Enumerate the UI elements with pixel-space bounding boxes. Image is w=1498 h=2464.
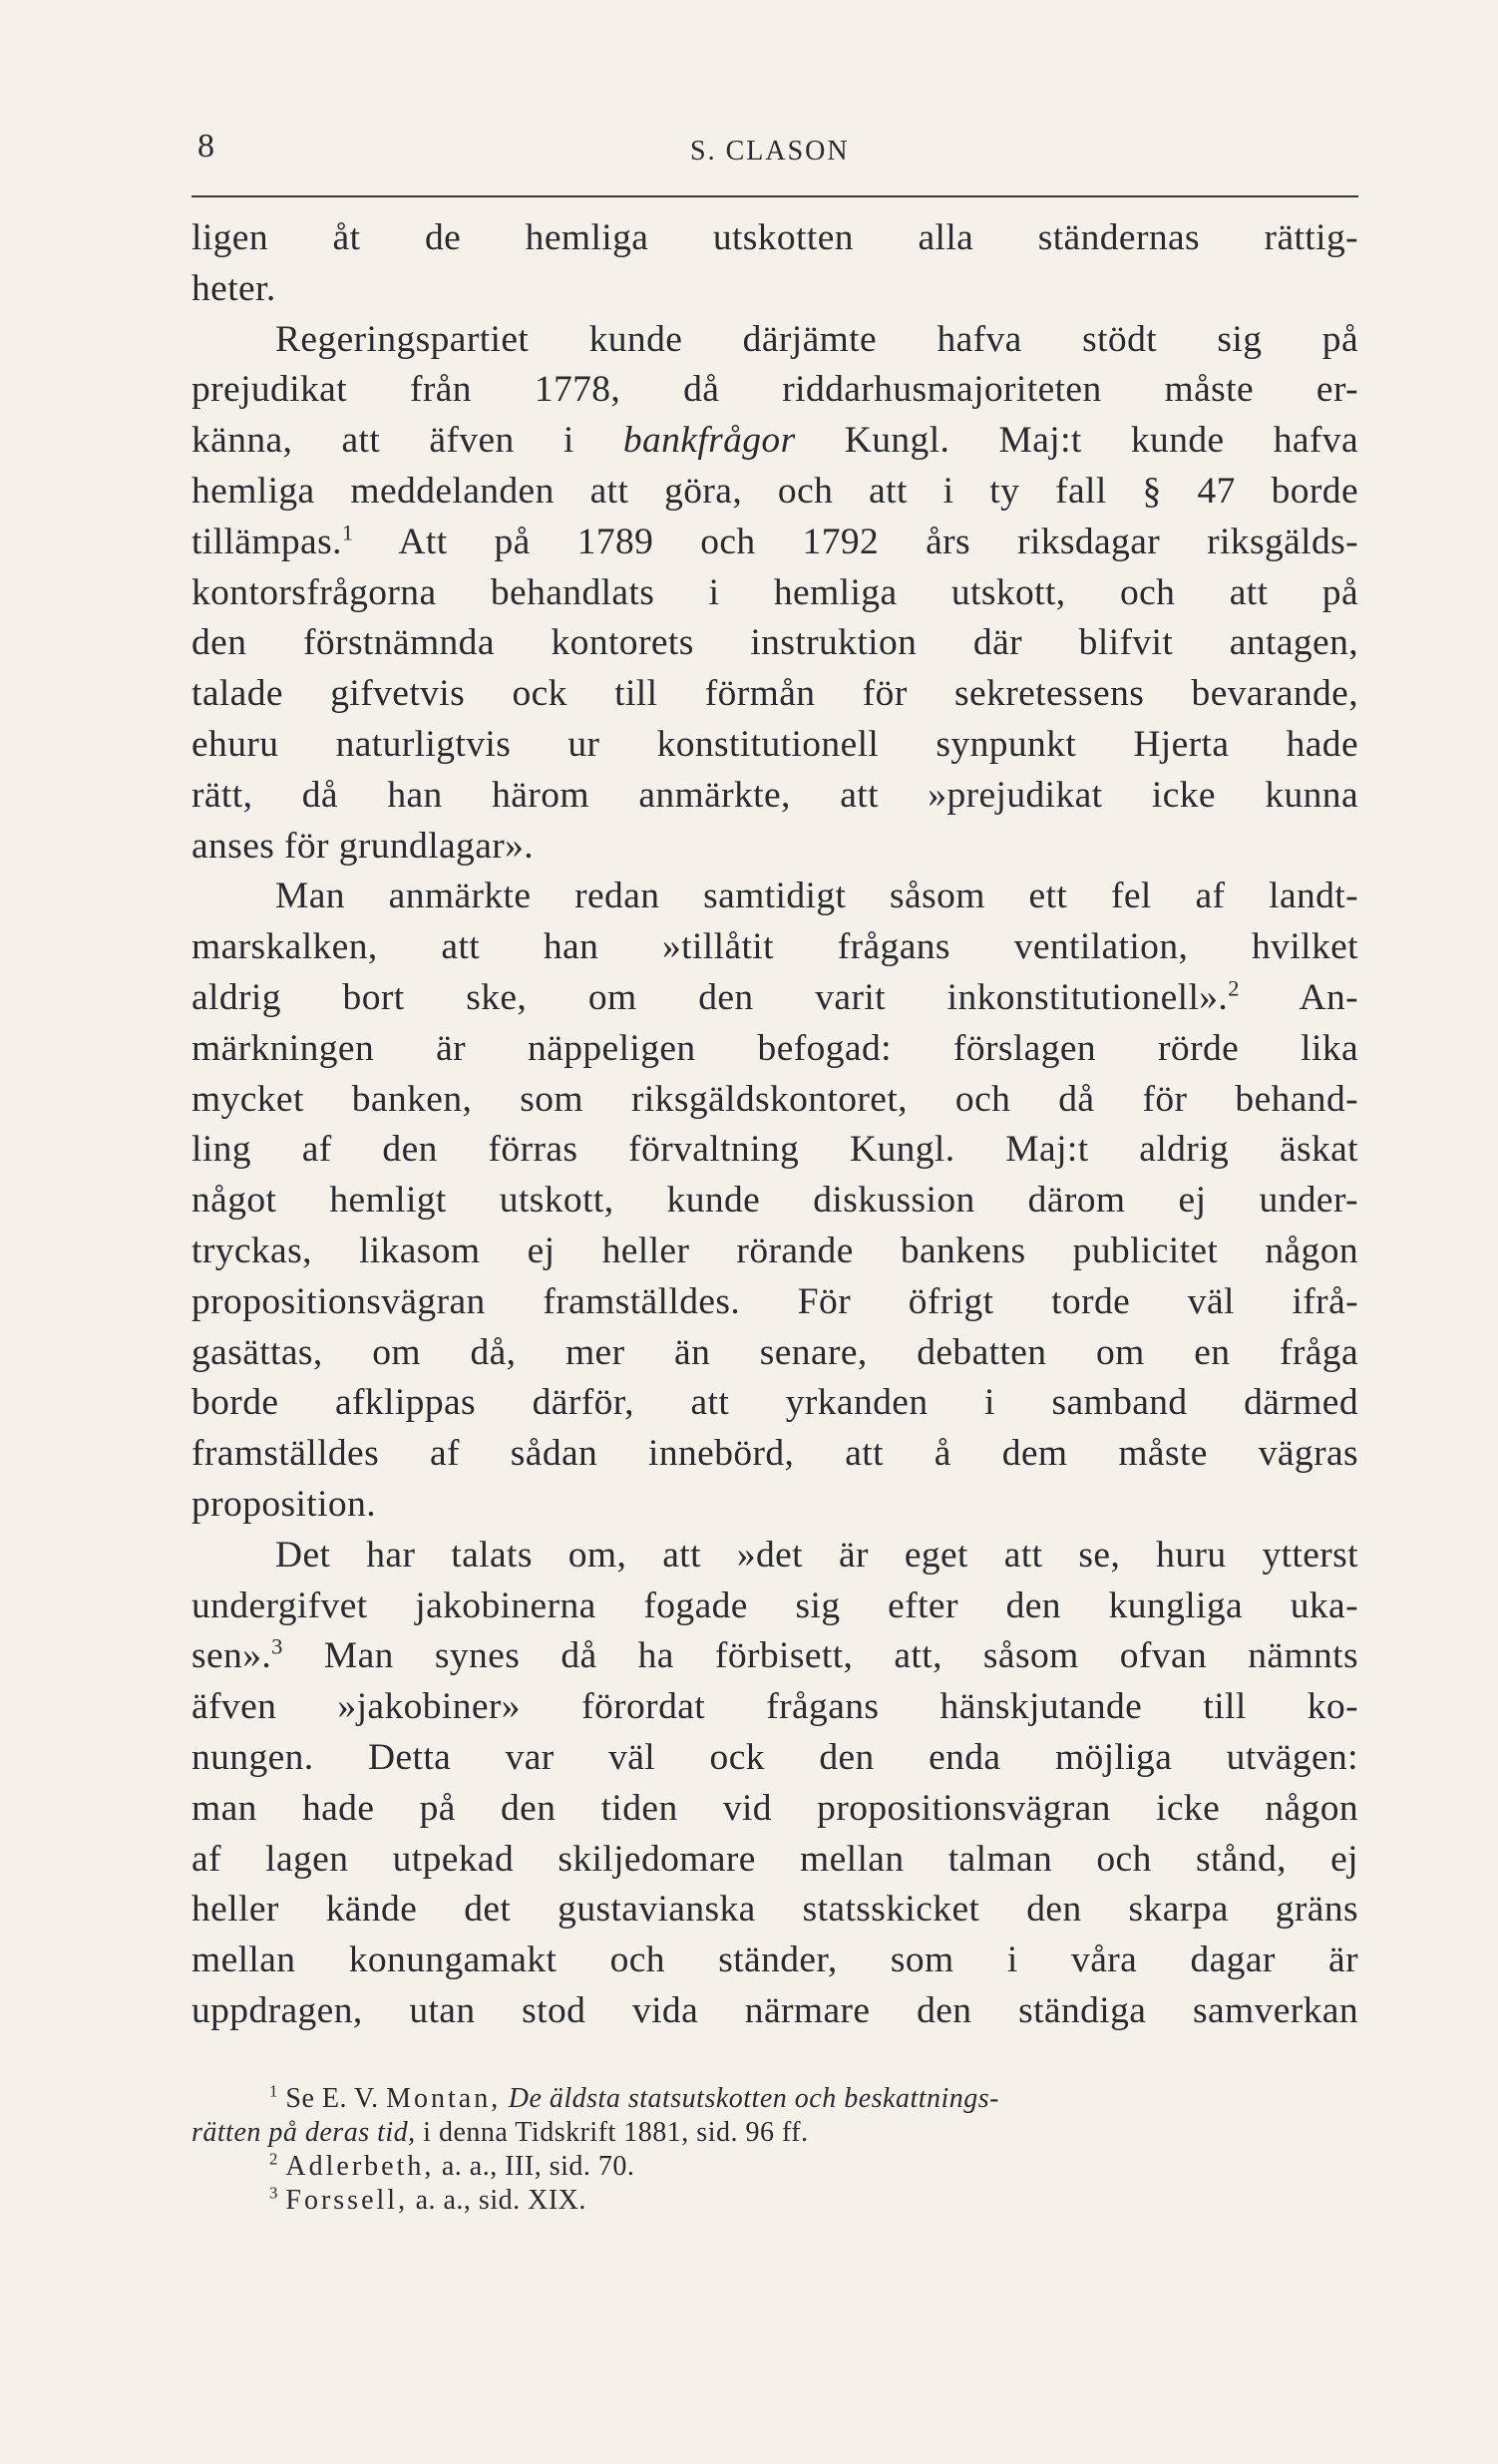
text-line: af lagen utpekad skiljedomare mellan talman och stånd, ej — [191, 1838, 1358, 1880]
text-line: marskalken, att han »tillåtit frågans ventilation, hvilket — [191, 926, 1358, 968]
paragraph-start: Man anmärkte redan samtidigt såsom ett fel af landt- — [275, 876, 1358, 917]
text-line: heter. — [191, 267, 276, 309]
text-line: kontorsfrågorna behandlats i hemliga utskott, och att på — [191, 571, 1358, 613]
paragraph-start: Det har talats om, att »det är eget att se, huru ytterst — [275, 1534, 1358, 1576]
text-line: aldrig bort ske, om den varit inkonstitutionell».$^2$ An- — [191, 975, 1358, 1018]
text-line: mycket banken, som riksgäldskontoret, och då för behand- — [191, 1078, 1358, 1120]
paragraph-start: Regeringspartiet kunde därjämte hafva stödt sig på — [275, 318, 1358, 360]
footnotes — [191, 2082, 1358, 2218]
page-header — [191, 128, 1358, 177]
text-line: talade gifvetvis ock till förmån för sekretessens bevarande, — [191, 673, 1358, 715]
footnote-2: $^2$ Adlerbeth, a. a., III, sid. 70. — [269, 2149, 635, 2182]
text-line: framställdes af sådan innebörd, att å dem måste vägras — [191, 1433, 1358, 1475]
text-line: gasättas, om då, mer än senare, debatten om en fråga — [191, 1331, 1358, 1373]
header-rule — [191, 195, 1358, 197]
footnote-1-cont: rätten på deras tid, i denna Tidskrift 1881, sid. 96 ff. — [191, 2117, 809, 2148]
text-line: känna, att äfven i bankfrågor Kungl. Maj:t kunde hafva — [191, 420, 1358, 462]
footnote-3: $^3$ Forssell, a. a., sid. XIX. — [269, 2183, 586, 2216]
body-text — [191, 213, 1358, 2037]
text-line: heller kände det gustavianska statsskicket den skarpa gräns — [191, 1889, 1358, 1931]
footnote-ref-2[interactable]: 2 — [1228, 975, 1240, 1001]
text-line: propositionsvägran framställdes. För öfrigt torde väl ifrå- — [191, 1280, 1358, 1322]
text-line: uppdragen, utan stod vida närmare den ständiga samverkan — [191, 1989, 1358, 2031]
text-line: tillämpas.$^1$ Att på 1789 och 1792 års riksdagar riksgälds- — [191, 520, 1358, 562]
text-line: tryckas, likasom ej heller rörande bankens publicitet någon — [191, 1230, 1358, 1271]
text-line: man hade på den tiden vid propositionsvägran icke någon — [191, 1787, 1358, 1829]
text-line: ehuru naturligtvis ur konstitutionell synpunkt Hjerta hade — [191, 723, 1358, 765]
footnote-ref-1[interactable]: 1 — [341, 520, 354, 545]
text-line: märkningen är näppeligen befogad: förslagen rörde lika — [191, 1027, 1358, 1069]
text-line: anses för grundlagar». — [191, 825, 535, 867]
text-line: nungen. Detta var väl ock den enda möjliga utvägen: — [191, 1736, 1358, 1778]
text-line: hemliga meddelanden att göra, och att i ty fall § 47 borde — [191, 470, 1358, 512]
text-line: rätt, då han härom anmärkte, att »prejudikat icke kunna — [191, 774, 1358, 816]
page-number: 8 — [197, 128, 214, 165]
text-line: mellan konungamakt och ständer, som i våra dagar är — [191, 1939, 1358, 1981]
running-head: S. CLASON — [690, 136, 850, 167]
text-line: något hemligt utskott, kunde diskussion därom ej under- — [191, 1180, 1358, 1222]
text-line: sen».$^3$ Man synes då ha förbisett, att, såsom ofvan nämnts — [191, 1633, 1358, 1677]
text-line: ligen åt de hemliga utskotten alla ständernas rättig- — [191, 217, 1358, 258]
text-line: den förstnämnda kontorets instruktion där blifvit antagen, — [191, 622, 1358, 664]
text-line: prejudikat från 1778, då riddarhusmajoriteten måste er- — [191, 369, 1358, 411]
italic-term: bankfrågor — [622, 420, 796, 462]
text-line: borde afklippas därför, att yrkanden i samband därmed — [191, 1382, 1358, 1424]
text-line: undergifvet jakobinerna fogade sig efter den kungliga uka- — [191, 1584, 1358, 1626]
text-line: äfven »jakobiner» förordat frågans hänskjutande till ko- — [191, 1686, 1358, 1728]
footnote-1: $^1$ Se E. V. Montan, De äldsta statsutskotten och beskattnings- — [269, 2081, 1000, 2114]
footnote-ref-3[interactable]: 3 — [271, 1633, 283, 1659]
text-line: ling af den förras förvaltning Kungl. Maj:t aldrig äskat — [191, 1129, 1358, 1171]
text-line: proposition. — [191, 1483, 377, 1525]
